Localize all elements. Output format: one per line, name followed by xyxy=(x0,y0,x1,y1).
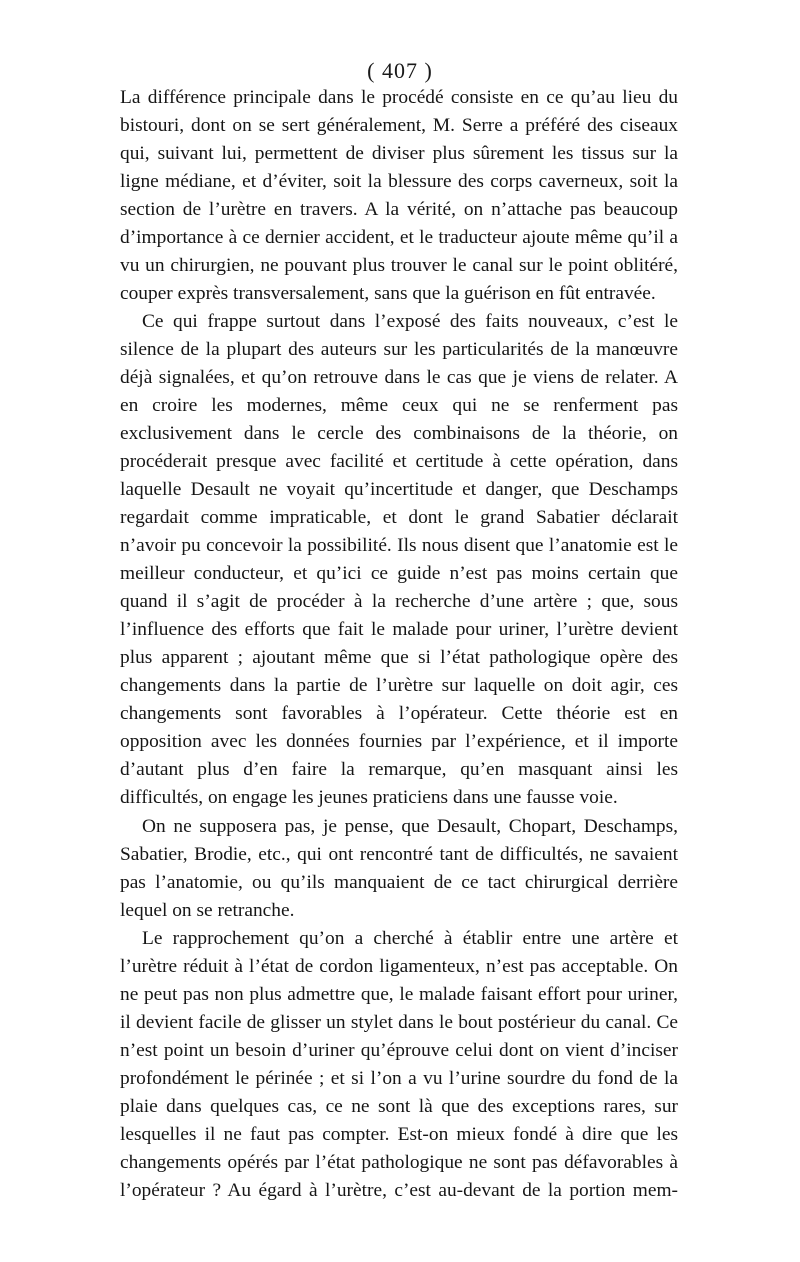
paragraph-4: Le rapprochement qu’on a cherché à établir entre une artère et l’urètre réduit à l’état de cordon ligamenteux, n’est pas acceptable. On ne peut pas non plus admettre que, le malade faisant effort pour uriner, il devient facile de glisser un stylet dans le bout postérieur du canal. Ce n’est point un besoin d’uriner qu’éprouve celui dont on vient d’inciser profondément le périnée ; et si l’on a vu l’urine sourdre du fond de la plaie dans quelques cas, ce ne sont là que des exceptions rares, sur lesquelles il ne faut pas compter. Est-on mieux fondé à dire que les changements opérés par l’état pathologique ne sont pas défavorables à l’opérateur ? Au égard à l’urètre, c’est au-devant de la portion mem- xyxy=(120,928,678,1202)
paragraph-2: Ce qui frappe surtout dans l’exposé des faits nouveaux, c’est le silence de la plupart des auteurs sur les particularités de la manœuvre déjà signalées, et qu’on retrouve dans le cas que je viens de relater. A en croire les modernes, même ceux qui ne se renferment pas exclusivement dans le cercle des combinaisons de la théorie, on procéderait presque avec facilité et certitude à cette opération, dans laquelle Desault ne voyait qu’incertitude et danger, que Deschamps regardait comme impraticable, et dont le grand Sabatier déclarait n’avoir pu concevoir la possibilité. Ils nous disent que l’anatomie est le meilleur conducteur, et qu’ici ce guide n’est pas moins certain que quand il s’agit de procéder à la recherche d’une artère ; que, sous l’influence des efforts que fait le malade pour uriner, l’urètre devient plus apparent ; ajoutant même que si l’état pathologique opère des changements dans la partie de l’urètre sur laquelle on doit agir, ces changements sont favorables à l’opérateur. Cette théorie est en opposition avec les données fournies par l’expérience, et il importe d’autant plus d’en faire la remarque, qu’en masquant ainsi les difficultés, on engage les jeunes praticiens dans une fausse voie. xyxy=(120,311,678,809)
page-number: ( 407 ) xyxy=(367,58,433,83)
paragraph-1: La différence principale dans le procédé consiste en ce qu’au lieu du bistouri, dont on se sert généralement, M. Serre a préféré des ciseaux qui, suivant lui, permettent de diviser plus sûrement les tissus sur la ligne médiane, et d’éviter, soit la blessure des corps caverneux, soit la section de l’urètre en travers. A la vérité, on n’attache pas beaucoup d’importance à ce dernier accident, et le traducteur ajoute même qu’il a vu un chirurgien, ne pouvant plus trouver le canal sur le point oblitéré, couper exprès transversalement, sans que la guérison en fût entravée. xyxy=(120,87,678,304)
paragraph-3: On ne supposera pas, je pense, que Desault, Chopart, Deschamps, Sabatier, Brodie, etc., qui ont rencontré tant de difficultés, ne savaient pas l’anatomie, ou qu’ils manquaient de ce tact chirurgical derrière lequel on se retranche. xyxy=(120,815,678,921)
body-text xyxy=(120,84,678,1205)
